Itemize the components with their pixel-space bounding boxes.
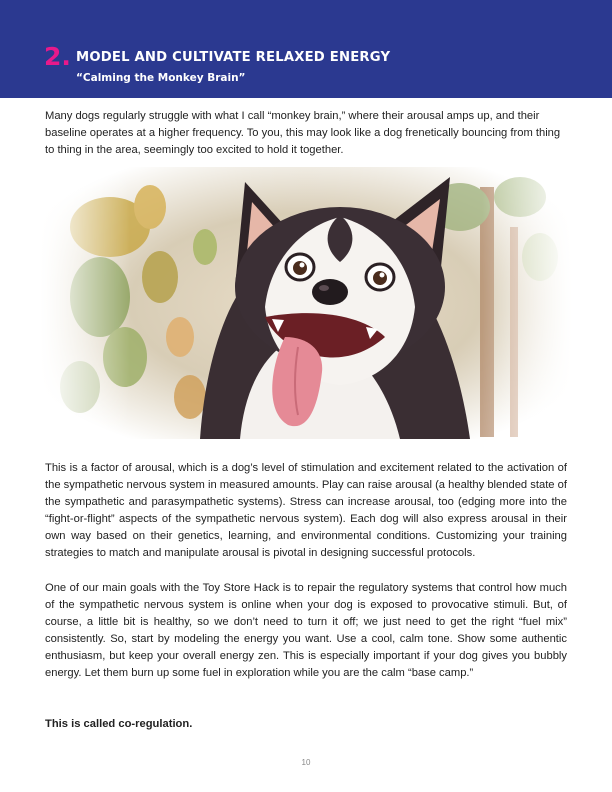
co-regulation-statement: This is called co-regulation. [45, 718, 193, 730]
arousal-paragraph: This is a factor of arousal, which is a dog’s level of stimulation and excitement related to the activation of the sympathetic nervous system in measured amounts. Play can raise arousal (a healthy blended state of the sympathetic and parasympathetic systems). Stress can increase arousal, too (edging more into the “fight-or-flight” aspects of the sympathetic nervous system). Each dog will also express arousal in their own way based on their genetics, learning, and environmental conditions. Customizing your training strategies to match and manipulate arousal is pivotal in designing successful protocols. [45, 462, 567, 559]
section-number: 2. [44, 42, 71, 71]
page-number: 10 [301, 758, 311, 767]
section-subtitle: “Calming the Monkey Brain” [76, 72, 246, 84]
section-title: MODEL AND CULTIVATE RELAXED ENERGY [76, 50, 391, 65]
intro-paragraph: Many dogs regularly struggle with what I call “monkey brain,” where their arousal amps up, and their baseline operates at a higher frequency. To you, this may look like a dog frenetically bouncing from thing to thing in the area, seemingly too excited to hold it together. [45, 110, 561, 156]
husky-illustration [40, 167, 572, 439]
goals-paragraph: One of our main goals with the Toy Store Hack is to repair the regulatory systems that control how much of the sympathetic nervous system is online when your dog is exposed to provocative stimuli. But, of course, a little bit is healthy, so we don’t need to turn it off; we just need to get the right “fuel mix” consistently. So, start by modeling the energy you want. Use a cool, calm tone. Show some authentic enthusiasm, but keep your overall energy zen. This is especially important if your dog gives you bubbly energy. Let them burn up some fuel in exploration while you are the calm “base camp.” [45, 582, 567, 679]
header-banner [0, 0, 612, 98]
